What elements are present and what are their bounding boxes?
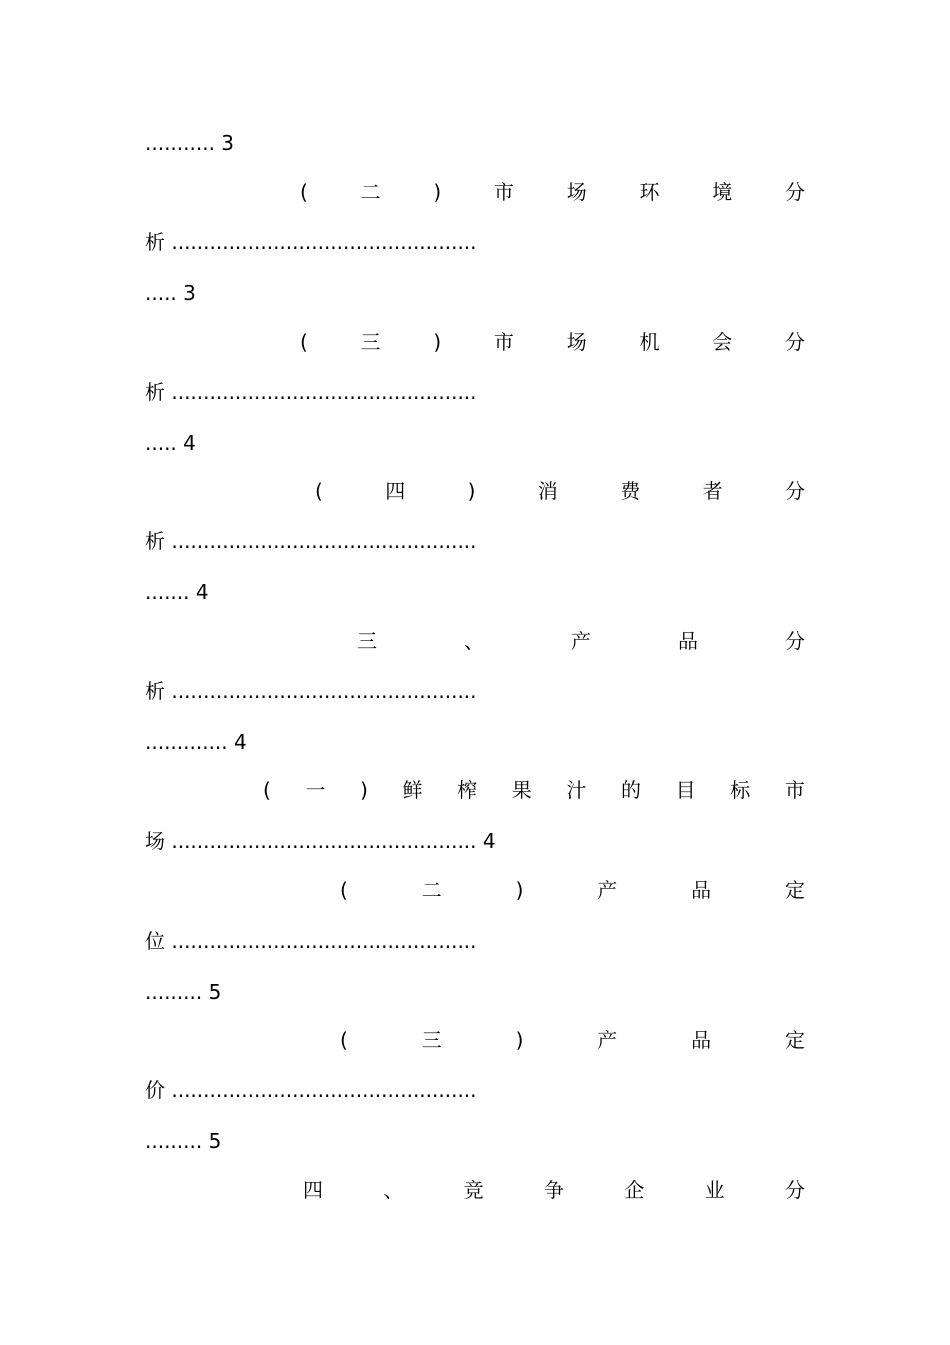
- heading-char: ): [433, 330, 442, 354]
- heading-char: ): [433, 180, 442, 204]
- heading-char: 者: [702, 479, 723, 503]
- heading-char: 分: [784, 180, 805, 204]
- heading-char: ): [515, 1028, 524, 1052]
- heading-char: 费: [620, 479, 641, 503]
- toc-heading: [357, 626, 805, 656]
- toc-heading-line: [145, 875, 805, 905]
- heading-char: ): [515, 878, 524, 902]
- toc-tail-char: 析: [145, 529, 165, 553]
- heading-char: 一: [305, 778, 326, 802]
- heading-char: 标: [730, 778, 751, 802]
- toc-page-tail: ..... 4: [145, 431, 196, 455]
- toc-leader-line: [145, 926, 805, 956]
- heading-char: 二: [421, 878, 442, 902]
- toc-tail-char: 价: [145, 1078, 165, 1102]
- heading-char: (: [315, 479, 323, 503]
- heading-char: 机: [639, 330, 660, 354]
- toc-page-number-line: [145, 727, 805, 757]
- heading-char: 会: [712, 330, 733, 354]
- toc-leader-line: [145, 676, 805, 706]
- toc-heading-line: [145, 626, 805, 656]
- toc-page-number-line: [145, 577, 805, 607]
- heading-char: (: [300, 180, 308, 204]
- heading-char: 分: [784, 479, 805, 503]
- toc-leader-line: [145, 377, 805, 407]
- heading-char: 消: [537, 479, 558, 503]
- heading-char: 产: [571, 629, 591, 653]
- heading-char: 分: [785, 629, 805, 653]
- toc-heading: [315, 476, 805, 506]
- toc-leader-dots: ................................................: [171, 929, 477, 953]
- toc-page-tail: ..... 3: [145, 281, 196, 305]
- heading-char: 二: [360, 180, 381, 204]
- toc-leader-line: [145, 826, 805, 856]
- toc-tail-char: 析: [145, 380, 165, 404]
- toc-leader-dots: ................................................: [171, 380, 477, 404]
- heading-char: 榨: [457, 778, 478, 802]
- heading-char: 环: [639, 180, 660, 204]
- heading-char: 、: [383, 1178, 404, 1202]
- toc-heading-line: [145, 1025, 805, 1055]
- toc-tail-char: 析: [145, 230, 165, 254]
- heading-char: (: [340, 878, 348, 902]
- toc-leader-dots: ................................................: [171, 529, 477, 553]
- heading-char: 境: [712, 180, 733, 204]
- heading-char: 分: [784, 330, 805, 354]
- heading-char: 果: [511, 778, 532, 802]
- toc-page-tail: ......... 5: [145, 1129, 222, 1153]
- toc-page-number-line: [145, 428, 805, 458]
- heading-char: 定: [785, 878, 805, 902]
- heading-char: 市: [784, 778, 805, 802]
- heading-char: 场: [566, 180, 587, 204]
- toc-heading: [300, 177, 805, 207]
- heading-char: 市: [493, 180, 514, 204]
- heading-char: 市: [493, 330, 514, 354]
- heading-char: 三: [357, 629, 377, 653]
- heading-char: 品: [691, 1028, 712, 1052]
- heading-char: 竞: [463, 1178, 484, 1202]
- toc-heading-line: [145, 1175, 805, 1205]
- heading-char: 四: [303, 1178, 323, 1202]
- heading-char: 、: [464, 629, 484, 653]
- toc-heading: [340, 1025, 805, 1055]
- toc-page-number: 4: [482, 829, 496, 853]
- heading-char: 鲜: [402, 778, 423, 802]
- toc-leader-dots: ................................................: [171, 1078, 477, 1102]
- heading-char: 企: [624, 1178, 645, 1202]
- heading-char: (: [340, 1028, 348, 1052]
- toc-heading: [300, 327, 805, 357]
- toc-page-number-line: [145, 1126, 805, 1156]
- heading-char: 汁: [566, 778, 587, 802]
- heading-char: 三: [421, 1028, 442, 1052]
- heading-char: 产: [597, 1028, 618, 1052]
- toc-heading-line: [145, 177, 805, 207]
- heading-char: ): [360, 778, 368, 802]
- toc-page-number-line: [145, 128, 805, 158]
- toc-page-tail: ........... 3: [145, 131, 235, 155]
- heading-char: 四: [385, 479, 406, 503]
- toc-page-tail: ............. 4: [145, 730, 247, 754]
- heading-char: 定: [785, 1028, 805, 1052]
- toc-tail-char: 场: [145, 829, 165, 853]
- heading-char: 品: [691, 878, 712, 902]
- toc-leader-dots: ................................................: [171, 679, 477, 703]
- toc-leader-dots: ................................................: [171, 829, 477, 853]
- toc-leader-line: [145, 526, 805, 556]
- heading-char: 分: [784, 1178, 805, 1202]
- heading-char: 业: [704, 1178, 725, 1202]
- toc-heading: [263, 775, 805, 805]
- toc-leader-line: [145, 227, 805, 257]
- toc-heading-line: [145, 775, 805, 805]
- toc-tail-char: 位: [145, 929, 165, 953]
- heading-char: 三: [360, 330, 381, 354]
- heading-char: (: [263, 778, 271, 802]
- toc-leader-dots: ................................................: [171, 230, 477, 254]
- toc-heading: [340, 875, 805, 905]
- toc-tail-char: 析: [145, 679, 165, 703]
- heading-char: ): [467, 479, 476, 503]
- toc-leader-line: [145, 1075, 805, 1105]
- heading-char: 品: [678, 629, 698, 653]
- toc-heading-line: [145, 327, 805, 357]
- toc-page-number-line: [145, 278, 805, 308]
- toc-heading: [303, 1175, 805, 1205]
- heading-char: 目: [675, 778, 696, 802]
- toc-page-number-line: [145, 977, 805, 1007]
- heading-char: 的: [621, 778, 641, 802]
- toc-heading-line: [145, 476, 805, 506]
- heading-char: (: [300, 330, 308, 354]
- toc-page-tail: ....... 4: [145, 580, 209, 604]
- heading-char: 场: [566, 330, 587, 354]
- toc-page-tail: ......... 5: [145, 980, 222, 1004]
- heading-char: 产: [597, 878, 618, 902]
- heading-char: 争: [543, 1178, 564, 1202]
